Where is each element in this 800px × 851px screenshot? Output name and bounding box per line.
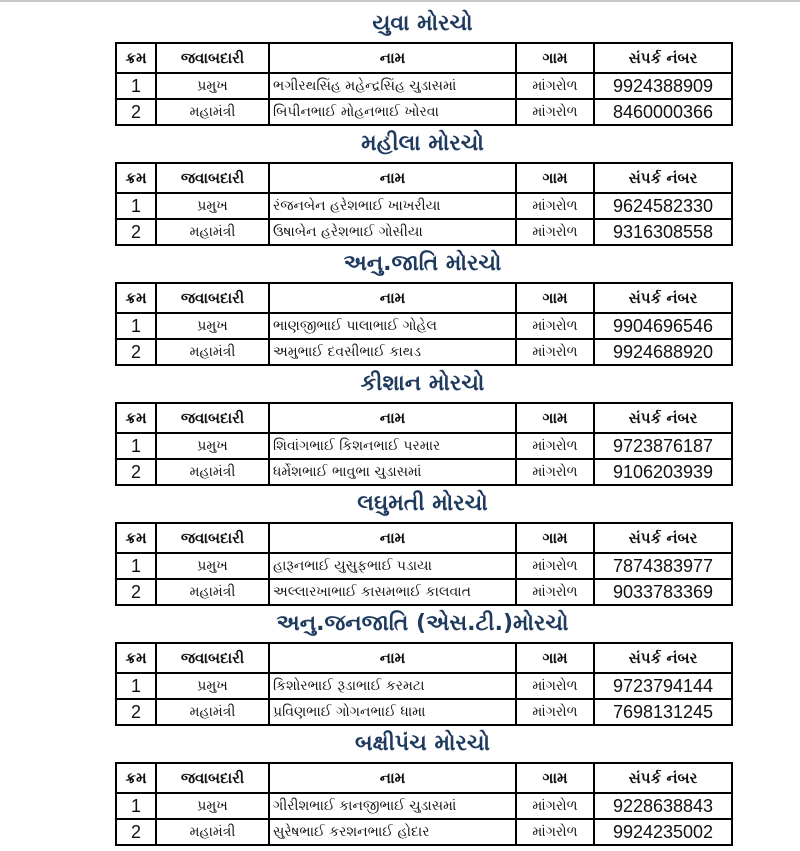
table-header-row: [116, 283, 732, 313]
morcha-section: [0, 244, 800, 364]
header-contact: સંપર્ક નંબર: [594, 283, 732, 313]
header-responsibility: જવાબદારી: [156, 283, 269, 313]
cell-contact: 7874383977: [594, 553, 732, 579]
cell-responsibility: મહામંત્રી: [156, 459, 269, 485]
header-village: ગામ: [516, 763, 594, 793]
table-row: [116, 793, 732, 819]
table-row: [116, 73, 732, 99]
cell-contact: 9924688920: [594, 339, 732, 365]
cell-contact: 9904696546: [594, 313, 732, 339]
cell-responsibility: મહામંત્રી: [156, 339, 269, 365]
header-serial: ક્રમ: [116, 403, 156, 433]
cell-village: માંગરોળ: [516, 73, 594, 99]
table-header-row: [116, 523, 732, 553]
cell-village: માંગરોળ: [516, 99, 594, 125]
header-serial: ક્રમ: [116, 643, 156, 673]
header-responsibility: જવાબદારી: [156, 523, 269, 553]
cell-name: ભગીરથસિંહ મહેન્દ્રસિંહ ચુડાસમાં: [269, 73, 516, 99]
header-responsibility: જવાબદારી: [156, 643, 269, 673]
cell-name: ધર્મેશભાઈ ભાવુભા ચુડાસમાં: [269, 459, 516, 485]
cell-contact: 9624582330: [594, 193, 732, 219]
cell-name: બિપીનભાઈ મોહનભાઈ ખોરવા: [269, 99, 516, 125]
header-contact: સંપર્ક નંબર: [594, 403, 732, 433]
header-name: નામ: [269, 43, 516, 73]
cell-contact: 9316308558: [594, 219, 732, 245]
header-serial: ક્રમ: [116, 763, 156, 793]
cell-contact: 9723876187: [594, 433, 732, 459]
cell-village: માંગરોળ: [516, 219, 594, 245]
members-table: [115, 522, 733, 606]
cell-responsibility: મહામંત્રી: [156, 699, 269, 725]
cell-village: માંગરોળ: [516, 553, 594, 579]
header-village: ગામ: [516, 643, 594, 673]
table-row: [116, 673, 732, 699]
morcha-section: [0, 484, 800, 604]
header-name: નામ: [269, 763, 516, 793]
cell-serial: 2: [116, 819, 156, 845]
cell-contact: 7698131245: [594, 699, 732, 725]
cell-serial: 1: [116, 793, 156, 819]
header-name: નામ: [269, 523, 516, 553]
cell-contact: 9723794144: [594, 673, 732, 699]
top-divider: [0, 0, 800, 2]
header-responsibility: જવાબદારી: [156, 163, 269, 193]
cell-responsibility: મહામંત્રી: [156, 579, 269, 605]
table-row: [116, 313, 732, 339]
cell-responsibility: પ્રમુખ: [156, 553, 269, 579]
table-row: [116, 699, 732, 725]
header-contact: સંપર્ક નંબર: [594, 43, 732, 73]
cell-responsibility: મહામંત્રી: [156, 819, 269, 845]
cell-village: માંગરોળ: [516, 433, 594, 459]
cell-name: ગીરીશભાઈ કાનજીભાઈ ચુડાસમાં: [269, 793, 516, 819]
cell-contact: 9924235002: [594, 819, 732, 845]
header-contact: સંપર્ક નંબર: [594, 643, 732, 673]
header-village: ગામ: [516, 283, 594, 313]
cell-serial: 1: [116, 193, 156, 219]
cell-responsibility: પ્રમુખ: [156, 193, 269, 219]
members-table: [115, 642, 733, 726]
cell-serial: 1: [116, 433, 156, 459]
table-row: [116, 433, 732, 459]
table-row: [116, 193, 732, 219]
cell-village: માંગરોળ: [516, 673, 594, 699]
cell-name: હારૂનભાઈ યુસુફભાઈ પડાયા: [269, 553, 516, 579]
cell-serial: 2: [116, 459, 156, 485]
header-contact: સંપર્ક નંબર: [594, 163, 732, 193]
cell-village: માંગરોળ: [516, 313, 594, 339]
header-village: ગામ: [516, 403, 594, 433]
morcha-section: [0, 4, 800, 124]
cell-village: માંગરોળ: [516, 339, 594, 365]
cell-responsibility: પ્રમુખ: [156, 793, 269, 819]
header-village: ગામ: [516, 43, 594, 73]
cell-village: માંગરોળ: [516, 579, 594, 605]
members-table: [115, 402, 733, 486]
table-row: [116, 553, 732, 579]
table-row: [116, 219, 732, 245]
members-table: [115, 762, 733, 846]
cell-contact: 8460000366: [594, 99, 732, 125]
header-contact: સંપર્ક નંબર: [594, 523, 732, 553]
cell-name: અમુભાઈ દવસીભાઈ કાથડ: [269, 339, 516, 365]
header-serial: ક્રમ: [116, 163, 156, 193]
members-table: [115, 42, 733, 126]
header-responsibility: જવાબદારી: [156, 43, 269, 73]
header-responsibility: જવાબદારી: [156, 403, 269, 433]
cell-name: સુરેષભાઈ કરશનભાઈ હોદાર: [269, 819, 516, 845]
header-serial: ક્રમ: [116, 523, 156, 553]
cell-serial: 1: [116, 673, 156, 699]
cell-name: કિશોરભાઈ રૂડાભાઈ કરમટા: [269, 673, 516, 699]
cell-contact: 9924388909: [594, 73, 732, 99]
header-village: ગામ: [516, 163, 594, 193]
header-serial: ક્રમ: [116, 283, 156, 313]
table-header-row: [116, 403, 732, 433]
cell-village: માંગરોળ: [516, 459, 594, 485]
cell-contact: 9106203939: [594, 459, 732, 485]
table-row: [116, 819, 732, 845]
cell-name: ભાણજીભાઈ પાલાભાઈ ગોહેલ: [269, 313, 516, 339]
section-title: મહીલા મોરચો: [361, 131, 484, 156]
cell-village: માંગરોળ: [516, 699, 594, 725]
cell-serial: 2: [116, 99, 156, 125]
cell-serial: 2: [116, 219, 156, 245]
morcha-section: [0, 364, 800, 484]
header-name: નામ: [269, 643, 516, 673]
cell-name: અલ્લારખાભાઈ કાસમભાઈ કાલવાત: [269, 579, 516, 605]
cell-village: માંગરોળ: [516, 793, 594, 819]
morcha-section: [0, 124, 800, 244]
cell-responsibility: મહામંત્રી: [156, 219, 269, 245]
cell-name: શિવાંગભાઈ કિશનભાઈ પરમાર: [269, 433, 516, 459]
cell-village: માંગરોળ: [516, 193, 594, 219]
section-title: યુવા મોરચો: [372, 11, 473, 36]
header-village: ગામ: [516, 523, 594, 553]
table-header-row: [116, 643, 732, 673]
cell-responsibility: પ્રમુખ: [156, 73, 269, 99]
header-serial: ક્રમ: [116, 43, 156, 73]
cell-village: માંગરોળ: [516, 819, 594, 845]
header-responsibility: જવાબદારી: [156, 763, 269, 793]
table-row: [116, 99, 732, 125]
cell-serial: 2: [116, 339, 156, 365]
cell-contact: 9033783369: [594, 579, 732, 605]
cell-responsibility: પ્રમુખ: [156, 433, 269, 459]
members-table: [115, 162, 733, 246]
section-title: અનુ.જાતિ મોરચો: [343, 251, 502, 276]
table-row: [116, 579, 732, 605]
header-contact: સંપર્ક નંબર: [594, 763, 732, 793]
morcha-section: [0, 604, 800, 724]
section-title: લઘુમતી મોરચો: [357, 491, 488, 516]
cell-serial: 1: [116, 73, 156, 99]
table-row: [116, 459, 732, 485]
table-row: [116, 339, 732, 365]
header-name: નામ: [269, 403, 516, 433]
morcha-section: [0, 724, 800, 844]
cell-responsibility: પ્રમુખ: [156, 313, 269, 339]
table-header-row: [116, 43, 732, 73]
cell-responsibility: પ્રમુખ: [156, 673, 269, 699]
header-name: નામ: [269, 283, 516, 313]
cell-name: રંજનબેન હરેશભાઈ ખાખરીયા: [269, 193, 516, 219]
cell-responsibility: મહામંત્રી: [156, 99, 269, 125]
cell-serial: 1: [116, 553, 156, 579]
cell-contact: 9228638843: [594, 793, 732, 819]
cell-name: પ્રવિણભાઈ ગોગનભાઈ ધામા: [269, 699, 516, 725]
section-title: અનુ.જનજાતિ (એસ.ટી.)મોરચો: [276, 611, 569, 636]
table-header-row: [116, 163, 732, 193]
members-table: [115, 282, 733, 366]
cell-serial: 2: [116, 579, 156, 605]
cell-serial: 2: [116, 699, 156, 725]
section-title: બક્ષીપંચ મોરચો: [355, 731, 490, 756]
cell-name: ઉષાબેન હરેશભાઈ ગોસીયા: [269, 219, 516, 245]
section-title: કીશાન મોરચો: [360, 371, 485, 396]
table-header-row: [116, 763, 732, 793]
header-name: નામ: [269, 163, 516, 193]
cell-serial: 1: [116, 313, 156, 339]
